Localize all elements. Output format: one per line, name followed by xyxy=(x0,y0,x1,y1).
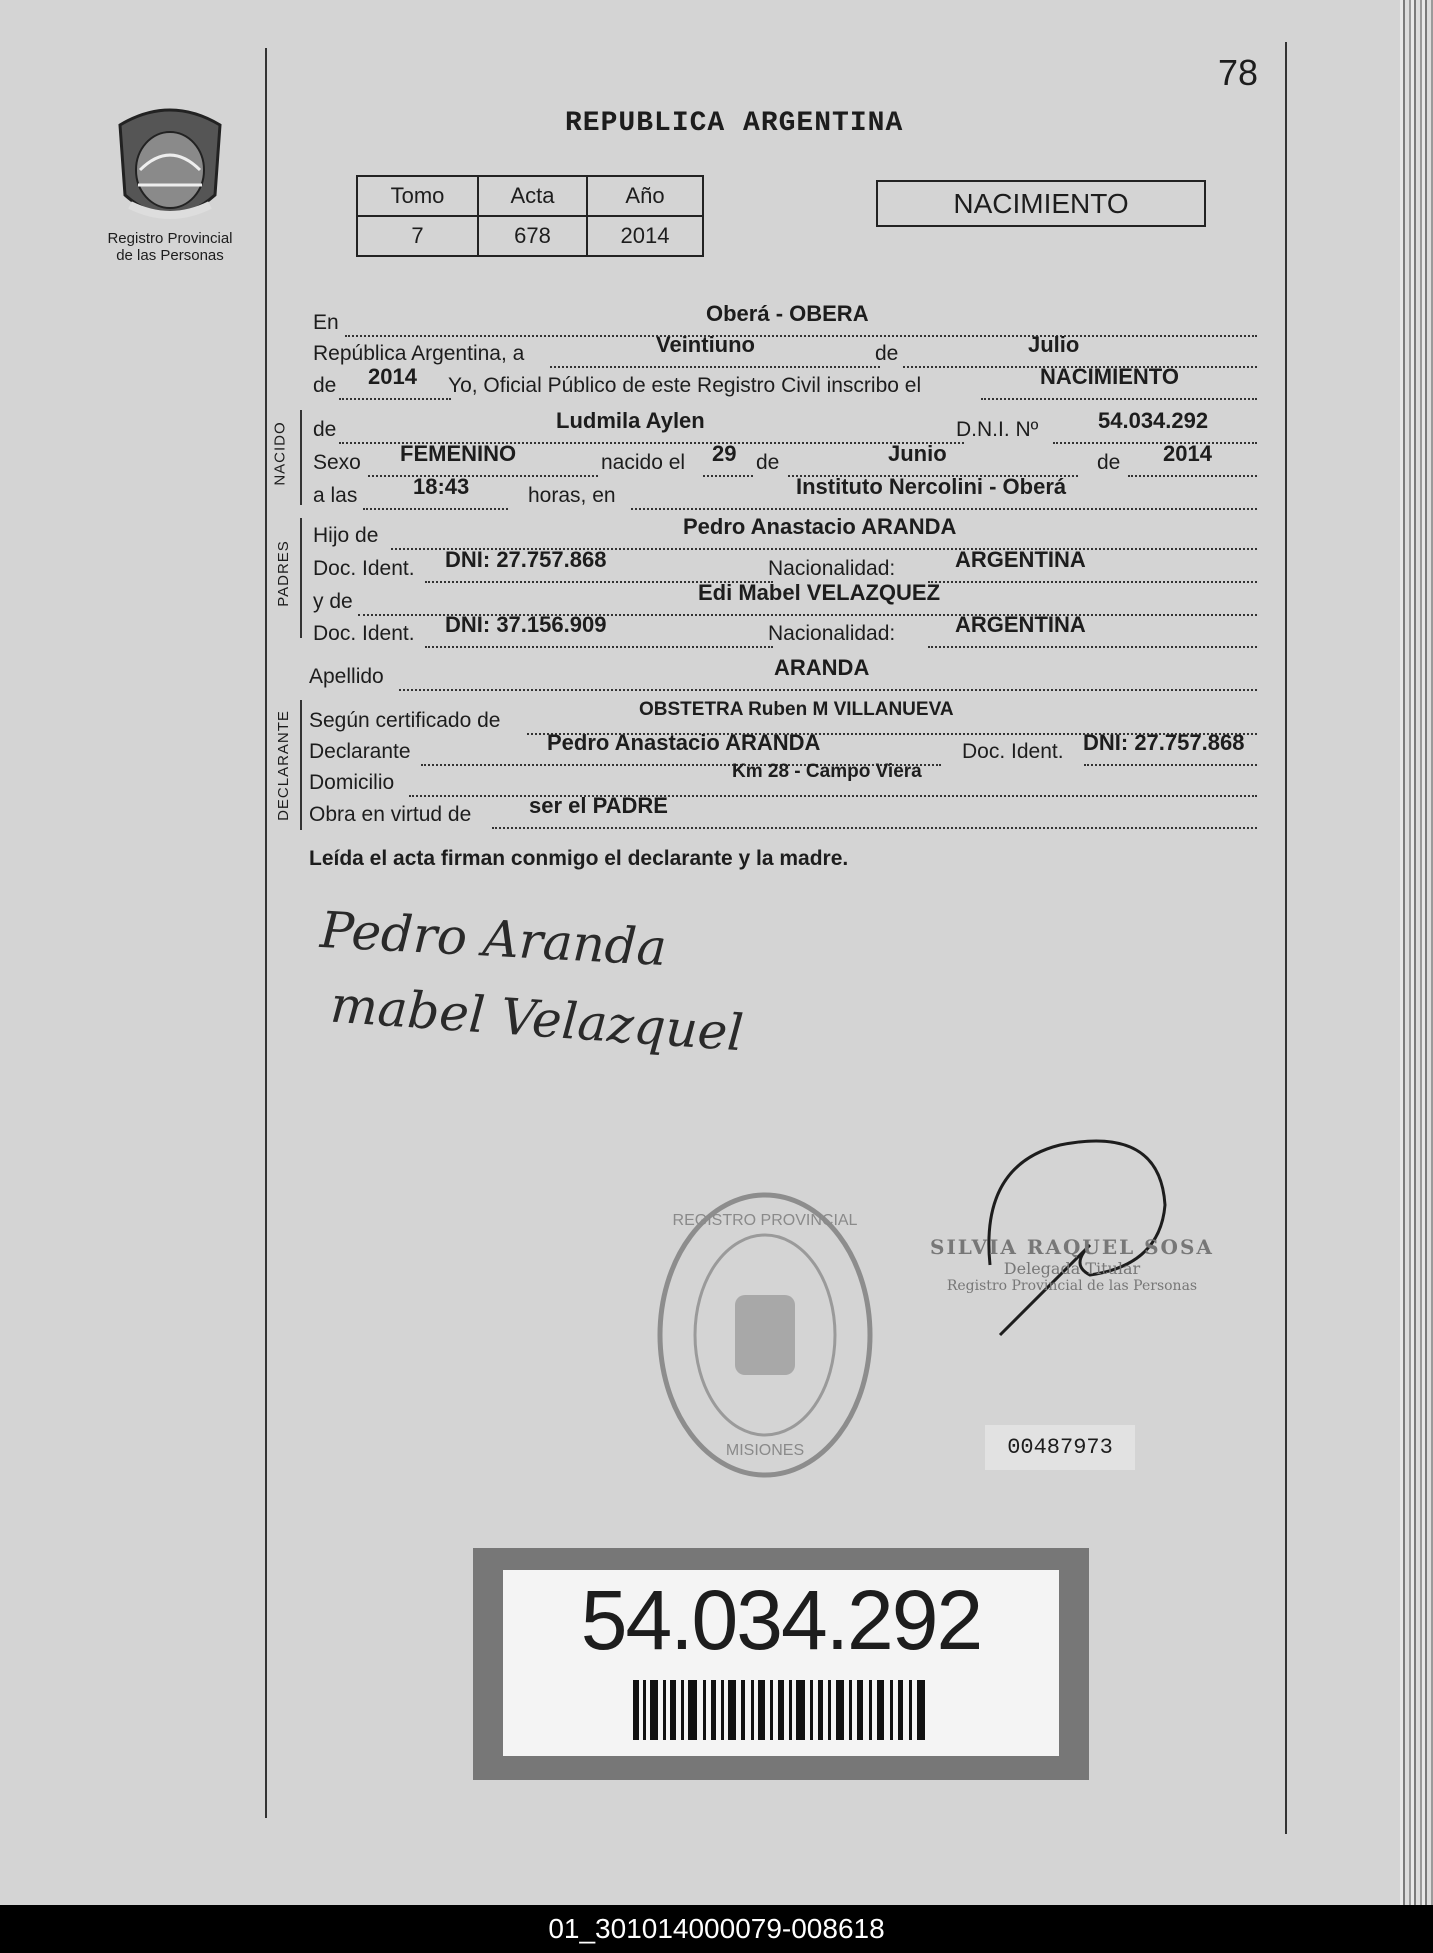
nacionalidad-label: Nacionalidad: xyxy=(768,557,896,580)
declarante-value: Pedro Anastacio ARANDA xyxy=(547,730,821,755)
row-domicilio xyxy=(309,761,1257,801)
nombre-nacido: Ludmila Aylen xyxy=(556,408,705,433)
misiones-crest-logo xyxy=(110,100,230,230)
republica-label: República Argentina, a xyxy=(313,342,525,365)
logo-caption xyxy=(80,230,260,264)
domicilio-label: Domicilio xyxy=(309,771,395,794)
hora-nacimiento: 18:43 xyxy=(413,474,470,499)
dni-label: D.N.I. Nº xyxy=(956,418,1039,441)
dotted-line xyxy=(425,646,773,648)
dotted-line xyxy=(363,508,508,510)
dia-nacimiento: 29 xyxy=(712,441,737,466)
obra-value: ser el PADRE xyxy=(529,793,668,818)
row-madre-doc xyxy=(313,612,1257,652)
dni-nacido: 54.034.292 xyxy=(1098,408,1209,433)
doc-label: Doc. Ident. xyxy=(962,740,1064,763)
padres-section-label: PADRES xyxy=(274,540,292,607)
serial-number: 00487973 xyxy=(985,1425,1135,1470)
en-value: Oberá - OBERA xyxy=(706,301,869,326)
de2-label: de xyxy=(313,374,337,397)
row-obra xyxy=(309,793,1257,833)
declarante-section-label: DECLARANTE xyxy=(274,710,292,821)
en-label: En xyxy=(313,311,339,334)
act-type-box: NACIMIENTO xyxy=(876,180,1206,227)
row-oficial xyxy=(313,364,1257,404)
declarante-bracket xyxy=(300,700,302,830)
certificado-label: Según certificado de xyxy=(309,709,501,732)
padres-bracket xyxy=(300,518,302,638)
svg-text:MISIONES: MISIONES xyxy=(725,1442,805,1459)
nacido-section-label: NACIDO xyxy=(271,421,289,486)
dotted-line xyxy=(631,508,1257,510)
ano-value: 2014 xyxy=(587,216,703,256)
dotted-line xyxy=(399,689,1257,691)
dotted-line xyxy=(981,398,1257,400)
dni-barcode-label xyxy=(473,1548,1089,1780)
svg-text:REGISTRO PROVINCIAL: REGISTRO PROVINCIAL xyxy=(672,1212,858,1229)
nacido-bracket xyxy=(300,410,302,505)
closing-statement: Leída el acta firman conmigo el declarante y la madre. xyxy=(309,847,849,870)
ano-header: Año xyxy=(587,176,703,216)
official-seal-stamp xyxy=(650,1185,880,1485)
de-label: de xyxy=(313,418,337,441)
dotted-line xyxy=(1053,442,1257,444)
padre-doc: DNI: 27.757.868 xyxy=(445,547,607,572)
official-org: Registro Provincial de las Personas xyxy=(946,1278,1198,1294)
apellido-label: Apellido xyxy=(309,665,384,688)
a-las-label: a las xyxy=(313,484,358,507)
row-en xyxy=(313,301,1257,341)
tomo-value: 7 xyxy=(357,216,478,256)
dotted-line xyxy=(703,475,753,477)
barcode-bars xyxy=(633,1680,933,1740)
horas-en-label: horas, en xyxy=(528,484,616,507)
logo-caption-line1: Registro Provincial xyxy=(107,230,233,247)
hijo-de-label: Hijo de xyxy=(313,524,379,547)
official-name: SILVIA RAQUEL SOSA xyxy=(930,1235,1214,1259)
mes-inscripcion: Julio xyxy=(1028,332,1080,357)
tomo-header: Tomo xyxy=(357,176,478,216)
y-de-label: y de xyxy=(313,590,353,613)
page-number: 78 xyxy=(1218,52,1259,93)
sexo-label: Sexo xyxy=(313,451,361,474)
doc-label: Doc. Ident. xyxy=(313,557,415,580)
reference-table xyxy=(356,175,704,257)
de-label: de xyxy=(756,451,780,474)
declarante-label: Declarante xyxy=(309,740,411,763)
dotted-line xyxy=(492,827,1257,829)
dotted-line xyxy=(928,646,1257,648)
barcode-inner xyxy=(503,1570,1059,1756)
apellido-value: ARANDA xyxy=(774,655,870,680)
acta-value: 678 xyxy=(478,216,587,256)
declarante-doc: DNI: 27.757.868 xyxy=(1083,730,1245,755)
dotted-line xyxy=(368,475,598,477)
sexo-value: FEMENINO xyxy=(400,441,517,466)
nacido-el-label: nacido el xyxy=(601,451,686,474)
de-label: de xyxy=(875,342,899,365)
dotted-line xyxy=(928,581,1257,583)
logo-caption-line2: de las Personas xyxy=(116,247,224,264)
doc-label: Doc. Ident. xyxy=(313,622,415,645)
anio-inscripcion: 2014 xyxy=(368,364,417,389)
document-footer-id: 01_301014000079-008618 xyxy=(0,1905,1433,1953)
dia-inscripcion: Veintiuno xyxy=(656,332,755,357)
dotted-line xyxy=(1128,475,1257,477)
official-title: Delegada Titular xyxy=(1003,1259,1141,1278)
right-margin-line xyxy=(1285,42,1287,1834)
official-stamp-text xyxy=(930,1235,1214,1294)
domicilio-value: Km 28 - Campo Viera xyxy=(732,761,922,782)
madre-doc: DNI: 37.156.909 xyxy=(445,612,607,637)
dotted-line xyxy=(345,335,1257,337)
dotted-line xyxy=(550,366,880,368)
left-margin-line xyxy=(265,48,267,1818)
barcode-number: 54.034.292 xyxy=(580,1573,982,1667)
obra-label: Obra en virtud de xyxy=(309,803,472,826)
inscribo-value: NACIMIENTO xyxy=(1040,364,1179,389)
padre-nacionalidad: ARGENTINA xyxy=(955,547,1086,572)
page-title: REPUBLICA ARGENTINA xyxy=(565,108,904,139)
signature-madre: mabel Velazquel xyxy=(328,975,746,1063)
certificado-value: OBSTETRA Ruben M VILLANUEVA xyxy=(639,699,954,720)
oficial-text: Yo, Oficial Público de este Registro Civil inscribo el xyxy=(448,374,922,397)
mes-nacimiento: Junio xyxy=(888,441,947,466)
madre-nombre: Edi Mabel VELAZQUEZ xyxy=(698,580,941,605)
row-hora-lugar xyxy=(313,474,1257,514)
signature-declarante: Pedro Aranda xyxy=(318,900,669,978)
lugar-nacimiento: Instituto Nercolini - Oberá xyxy=(796,474,1067,499)
nacionalidad-label: Nacionalidad: xyxy=(768,622,896,645)
padre-nombre: Pedro Anastacio ARANDA xyxy=(683,514,957,539)
dotted-line xyxy=(1084,764,1257,766)
anio-nacimiento: 2014 xyxy=(1163,441,1212,466)
acta-header: Acta xyxy=(478,176,587,216)
book-spine-edge xyxy=(1400,0,1433,1905)
de-label: de xyxy=(1097,451,1121,474)
dotted-line xyxy=(339,398,451,400)
row-apellido xyxy=(309,655,1257,695)
madre-nacionalidad: ARGENTINA xyxy=(955,612,1086,637)
